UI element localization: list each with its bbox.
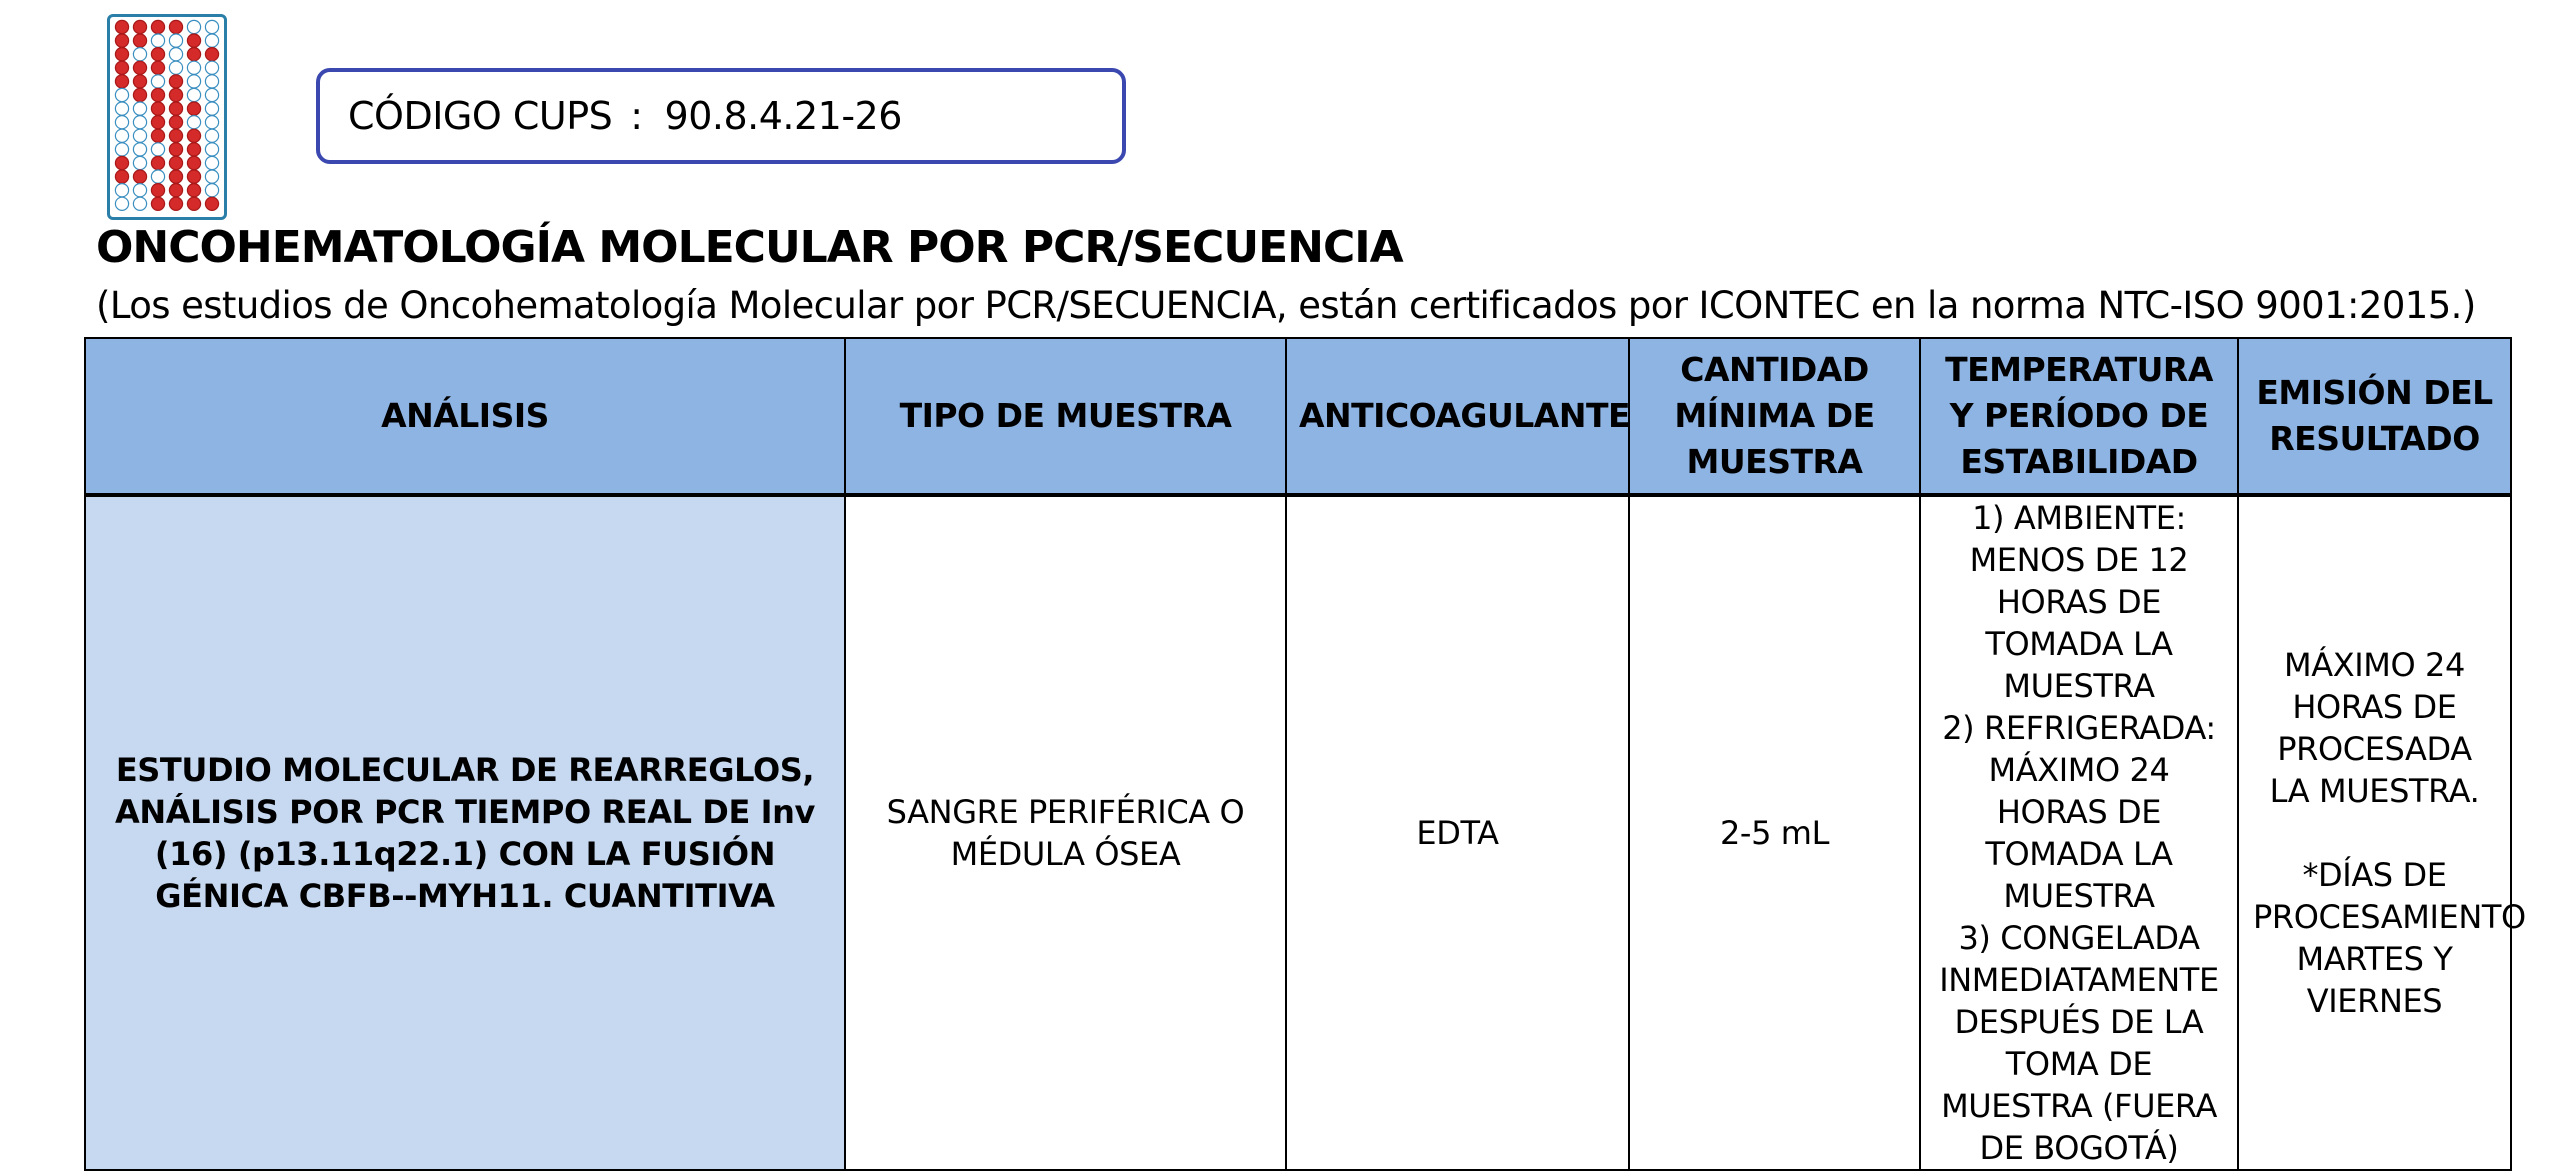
dot-matrix-s-logo-icon	[110, 17, 224, 217]
lab-logo	[107, 14, 227, 220]
header-emision: EMISIÓN DEL RESULTADO	[2238, 338, 2511, 495]
header-tipo-muestra: TIPO DE MUESTRA	[845, 338, 1286, 495]
stability-refrigerada: 2) REFRIGERADA: MÁXIMO 24 HORAS DE TOMADA LA MUESTRA	[1942, 709, 2216, 915]
stability-ambiente: 1) AMBIENTE: MENOS DE 12 HORAS DE TOMADA LA MUESTRA	[1969, 499, 2189, 705]
emision-plazo: MÁXIMO 24 HORAS DE PROCESADA LA MUESTRA.	[2269, 646, 2480, 810]
analysis-table	[84, 337, 2526, 1171]
cups-separator: :	[630, 94, 643, 138]
emision-dias: *DÍAS DE PROCESAMIENTO MARTES Y VIERNES	[2253, 856, 2526, 1020]
cups-code: 90.8.4.21-26	[664, 94, 902, 138]
header-temperatura: TEMPERATURA Y PERÍODO DE ESTABILIDAD	[1920, 338, 2238, 495]
stability-congelada: 3) CONGELADA INMEDIATAMENTE DESPUÉS DE LA TOMA DE MUESTRA (FUERA DE BOGOTÁ)	[1939, 919, 2219, 1167]
cups-code-box	[316, 68, 1126, 164]
cups-label: CÓDIGO CUPS	[348, 94, 613, 138]
cell-emision	[2238, 495, 2526, 1170]
certification-note: (Los estudios de Oncohematología Molecular por PCR/SECUENCIA, están certificados por ICONTEC en la norma NTC-ISO 9001:2015.)	[96, 284, 2476, 327]
header-analisis: ANÁLISIS	[85, 338, 845, 495]
cell-tipo-muestra: SANGRE PERIFÉRICA O MÉDULA ÓSEA	[845, 495, 1286, 1170]
table-row	[85, 495, 2511, 1170]
cell-anticoagulante: EDTA	[1286, 495, 1629, 1170]
cell-temperatura	[1920, 495, 2238, 1170]
table-header-row	[85, 338, 2511, 495]
header-cantidad: CANTIDAD MÍNIMA DE MUESTRA	[1629, 338, 1920, 495]
page-title: ONCOHEMATOLOGÍA MOLECULAR POR PCR/SECUENCIA	[96, 222, 1403, 273]
cell-cantidad: 2-5 mL	[1629, 495, 1920, 1170]
header-anticoagulante: ANTICOAGULANTE	[1286, 338, 1629, 495]
cell-analisis: ESTUDIO MOLECULAR DE REARREGLOS, ANÁLISIS POR PCR TIEMPO REAL DE Inv (16) (p13.11q22.1) CON LA FUSIÓN GÉNICA CBFB--MYH11. CUANTITIVA	[85, 495, 845, 1170]
